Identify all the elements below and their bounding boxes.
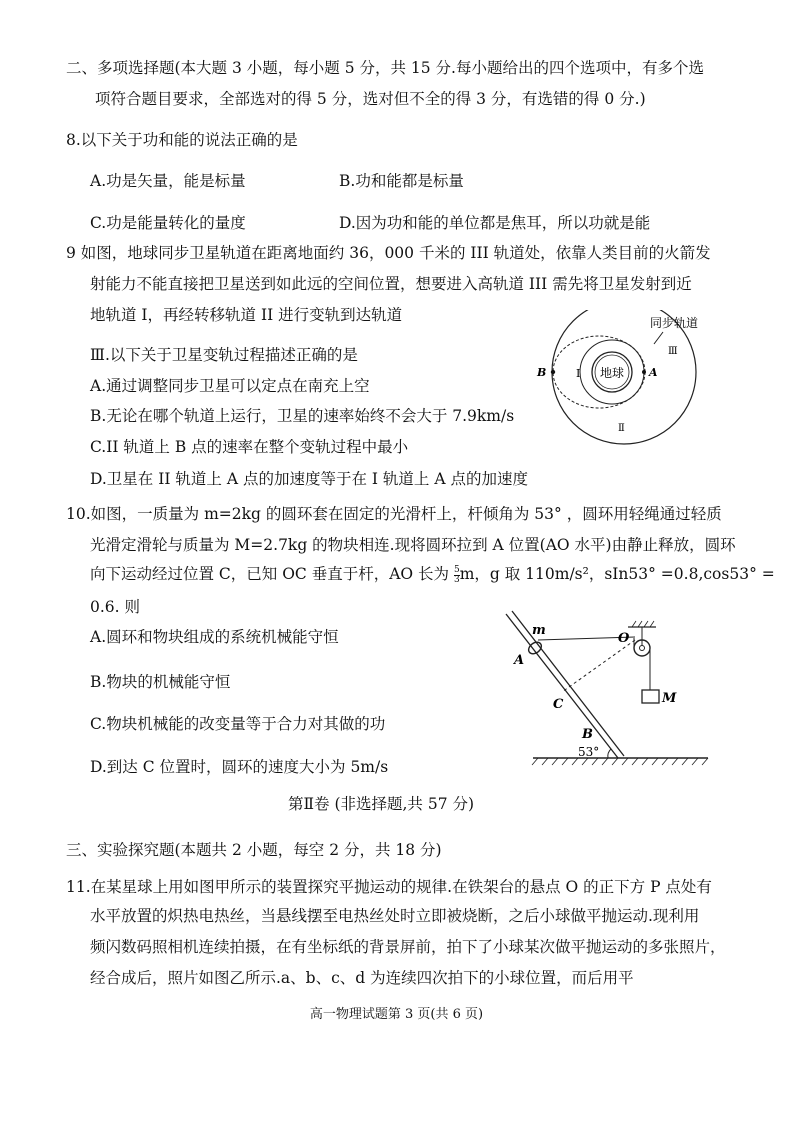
fraction: $\frac{5}{3}$ xyxy=(453,564,460,585)
angle-arc xyxy=(608,749,611,758)
q10-option-d: D.到达 C 位置时，圆环的速度大小为 5m/s xyxy=(90,758,389,776)
label-orbit-ii: Ⅱ xyxy=(618,423,625,434)
label-o: O xyxy=(618,631,630,646)
label-big-m: M xyxy=(662,691,677,706)
q11-line4: 经合成后，照片如图乙所示.a、b、c、d 为连续四次拍下的小球位置，而后用平 xyxy=(90,969,634,987)
label-orbit-i: I xyxy=(576,367,581,380)
section2-header-line1: 二、多项选择题(本大题 3 小题，每小题 5 分，共 15 分.每小题给出的四个选项中，有多个选 xyxy=(66,59,704,77)
label-orbit-iii: Ⅲ xyxy=(668,346,678,357)
label-c: C xyxy=(553,697,564,712)
q11-line3: 频闪数码照相机连续拍摄，在有坐标纸的背景屏前，拍下了小球某次做平抛运动的多张照片， xyxy=(90,938,726,956)
label-angle: 53° xyxy=(578,745,600,759)
block-m xyxy=(642,690,659,703)
q9-orbit-diagram xyxy=(528,310,728,450)
ring xyxy=(526,640,543,656)
line-oc xyxy=(562,640,635,692)
q8-option-c: C.功是能量转化的量度 xyxy=(90,214,246,232)
point-a xyxy=(642,370,646,374)
q8-stem: 8.以下关于功和能的说法正确的是 xyxy=(66,131,298,149)
section3-header: 三、实验探究题(本题共 2 小题，每空 2 分，共 18 分) xyxy=(66,841,442,859)
q9-line4: Ⅲ.以下关于卫星变轨过程描述正确的是 xyxy=(90,346,358,364)
label-a: A xyxy=(514,653,525,668)
point-b xyxy=(551,370,555,374)
earth-label: 地球 xyxy=(600,366,625,380)
q9-option-b: B.无论在哪个轨道上运行，卫星的速率始终不会大于 7.9km/s xyxy=(90,407,515,425)
label-sync-orbit: 同步轨道 xyxy=(650,316,699,330)
q10-line4: 0.6. 则 xyxy=(90,598,141,616)
q9-line1: 9 如图，地球同步卫星轨道在距离地面约 36，000 千米的 III 轨道处，依靠人类目前的火箭发 xyxy=(66,244,711,262)
page-footer: 高一物理试题第 3 页(共 6 页) xyxy=(309,1007,484,1022)
q11-line1: 11.在某星球上用如图甲所示的装置探究平抛运动的规律.在铁架台的悬点 O 的正下方 P 点处有 xyxy=(66,878,712,896)
label-b: B xyxy=(537,366,547,379)
label-m: m xyxy=(532,623,546,638)
q8-option-b: B.功和能都是标量 xyxy=(339,172,464,190)
rod xyxy=(506,614,618,758)
q8-option-a: A.功是矢量，能是标量 xyxy=(90,172,246,190)
q9-line2: 射能力不能直接把卫星送到如此远的空间位置，想要进入高轨道 III 需先将卫星发射到近 xyxy=(90,275,692,293)
q11-line2: 水平放置的炽热电热丝，当悬线摆至电热丝处时立即被烧断，之后小球做平抛运动.现利用 xyxy=(90,907,700,925)
label-b: B xyxy=(582,727,593,742)
q10-line3: 向下运动经过位置 C，已知 OC 垂直于杆，AO 长为 $\frac{5}{3}$ m，g 取 110m/s²，sIn53° =0.8,cos53° = xyxy=(90,564,775,585)
q9-option-c: C.II 轨道上 B 点的速率在整个变轨过程中最小 xyxy=(90,438,409,456)
q9-line3: 地轨道 I，再经转移轨道 II 进行变轨到达轨道 xyxy=(90,306,403,324)
part2-title: 第Ⅱ卷 (非选择题,共 57 分) xyxy=(288,795,475,813)
section2-header-line2: 项符合题目要求，全部选对的得 5 分，选对但不全的得 3 分，有选错的得 0 分.) xyxy=(95,90,646,108)
q10-option-a: A.圆环和物块组成的系统机械能守恒 xyxy=(90,628,339,646)
q10-line2: 光滑定滑轮与质量为 M=2.7kg 的物块相连.现将圆环拉到 A 位置(AO 水平)由静止释放，圆环 xyxy=(90,536,736,554)
q8-option-d: D.因为功和能的单位都是焦耳，所以功就是能 xyxy=(339,214,651,232)
label-a: A xyxy=(649,366,658,379)
q10-pulley-diagram xyxy=(498,610,728,775)
q10-option-c: C.物块机械能的改变量等于合力对其做的功 xyxy=(90,715,386,733)
q9-option-d: D.卫星在 II 轨道上 A 点的加速度等于在 I 轨道上 A 点的加速度 xyxy=(90,470,528,488)
q10-option-b: B.物块的机械能守恒 xyxy=(90,673,231,691)
q10-line1: 10.如图，一质量为 m=2kg 的圆环套在固定的光滑杆上，杆倾角为 53° ，圆环用轻绳通过轻质 xyxy=(66,505,722,523)
q9-option-a: A.通过调整同步卫星可以定点在南充上空 xyxy=(90,377,370,395)
